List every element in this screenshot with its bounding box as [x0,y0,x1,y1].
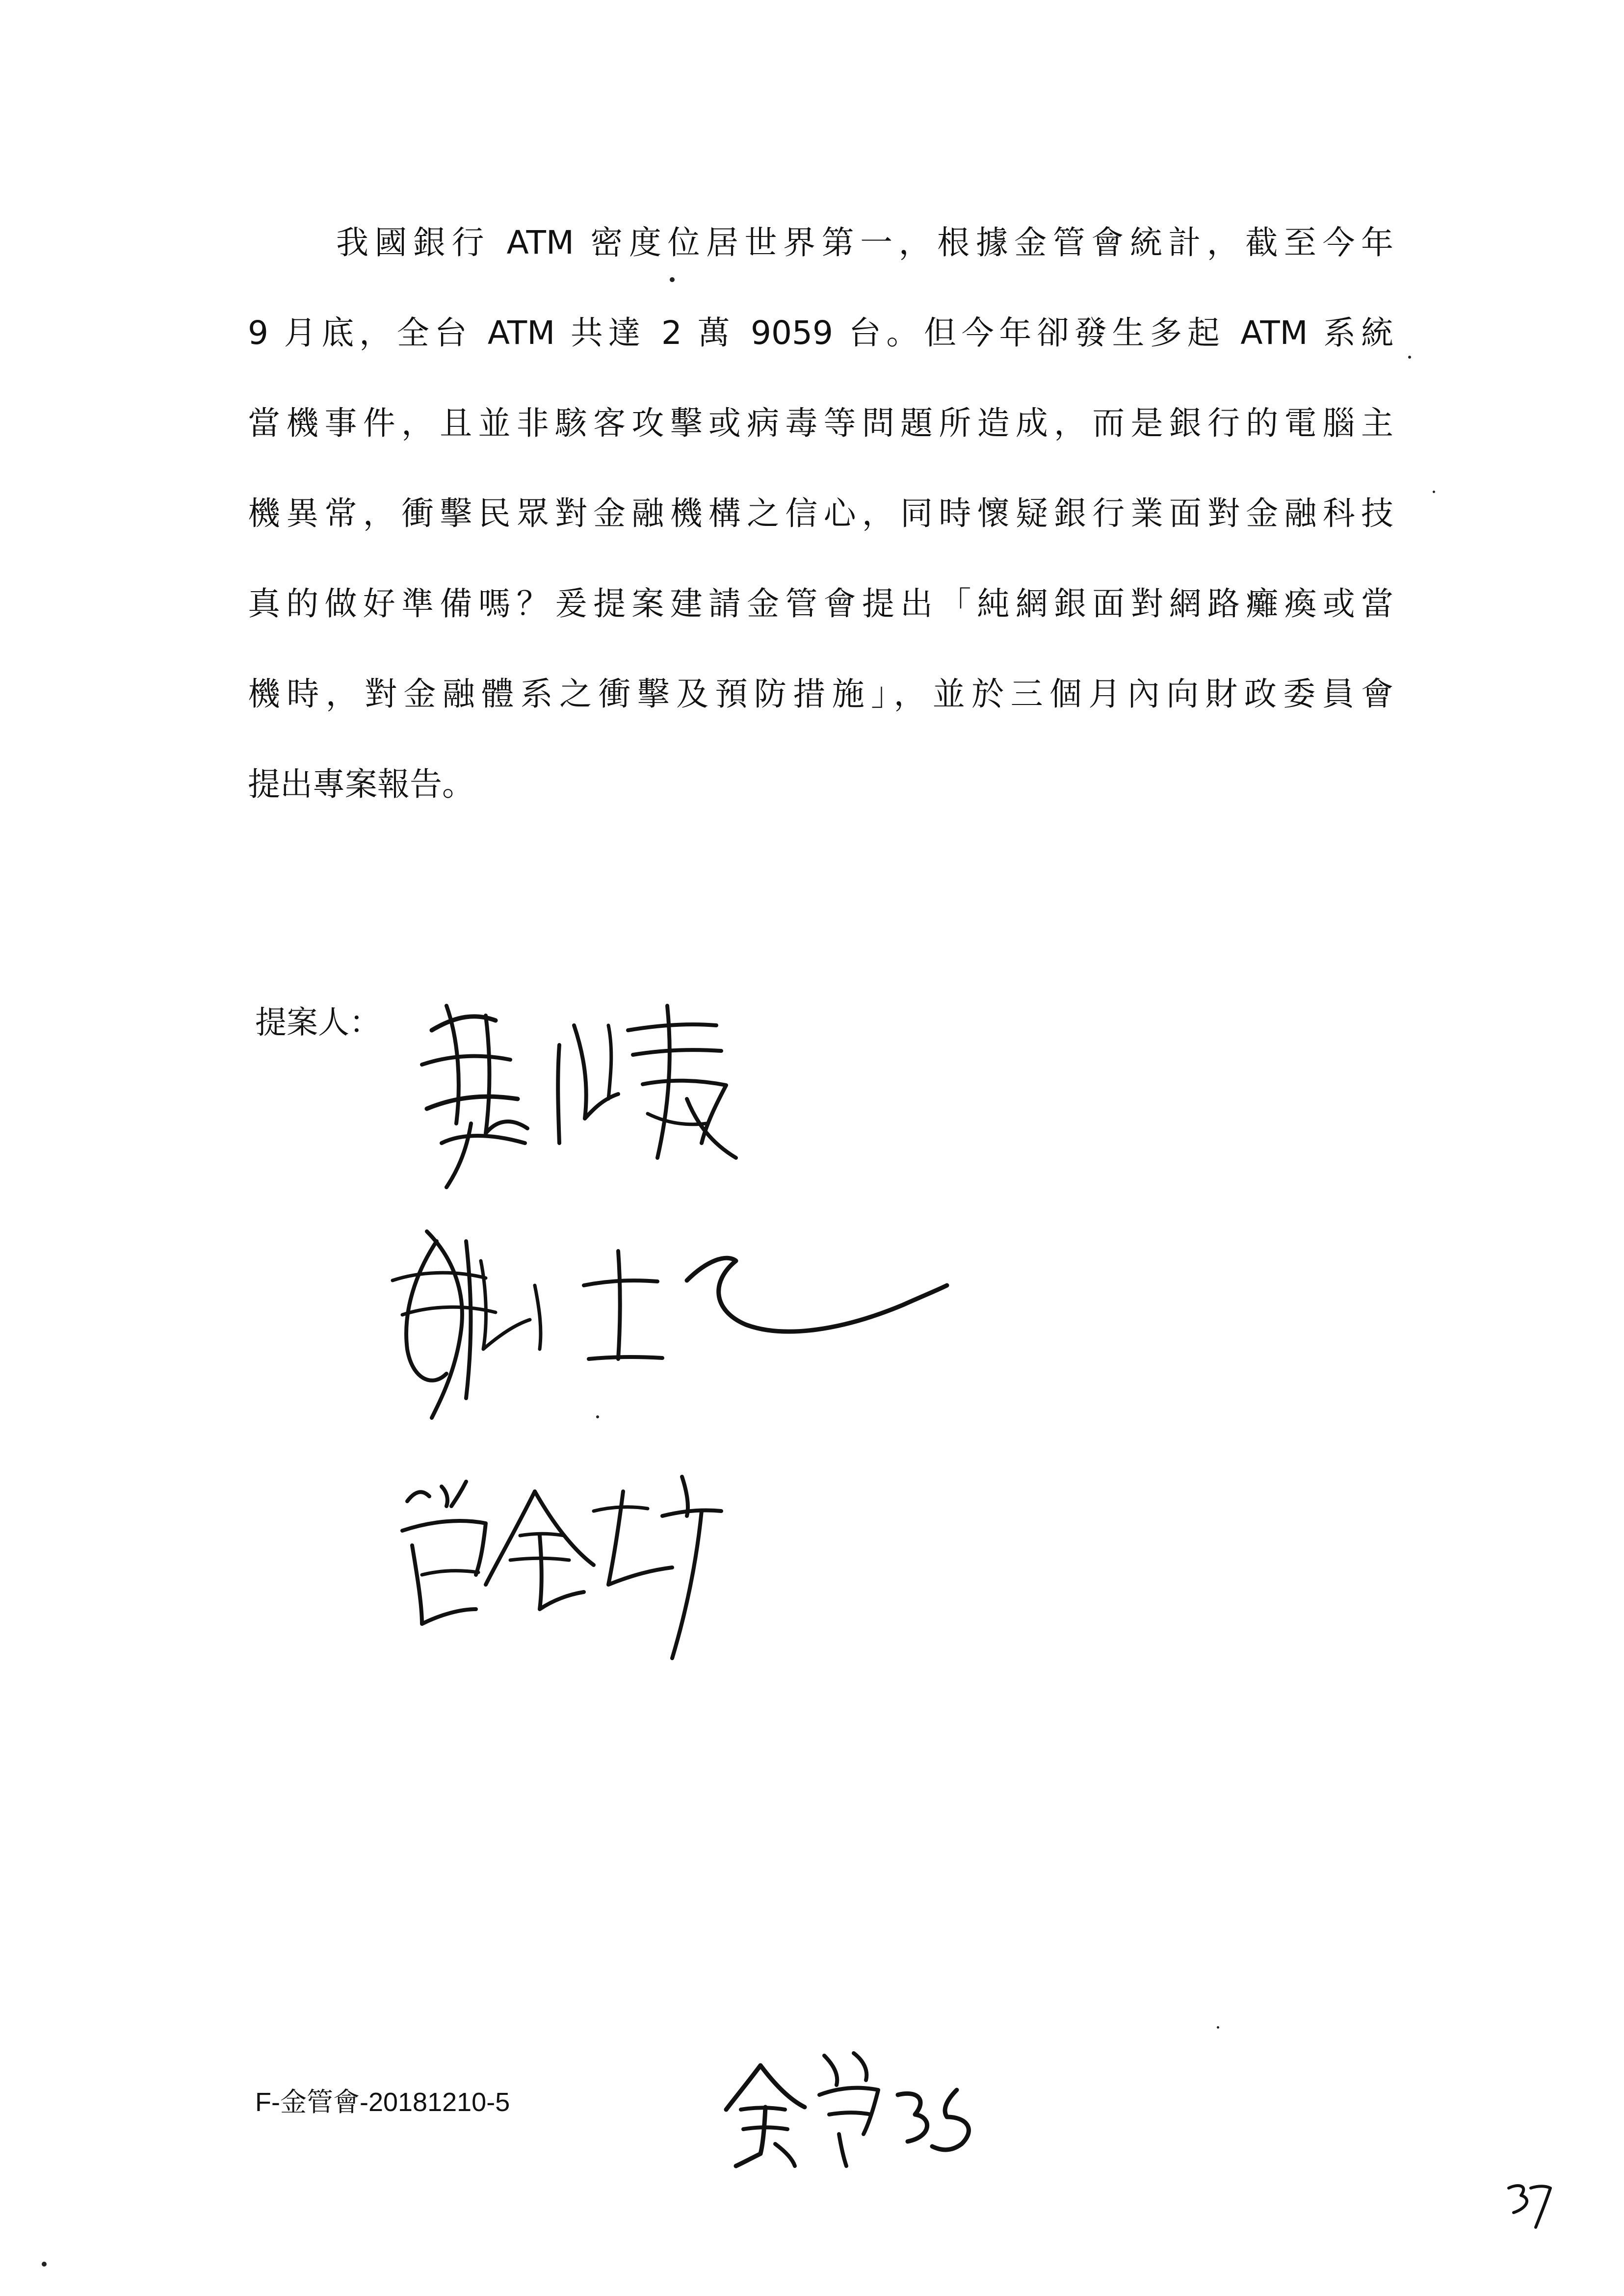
body-line-5: 真的做好準備嗎？爰提案建請金管會提出「純網銀面對網路癱瘓或當 [248,585,1393,623]
proposer-label: 提案人： [255,1005,381,1041]
body-line-6: 機時，對金融體系之衝擊及預防措施」，並於三個月內向財政委員會 [248,675,1393,713]
proposal-body [248,211,1393,843]
body-line-4: 機異常，衝擊民眾對金融機構之信心，同時懷疑銀行業面對金融科技 [248,495,1393,532]
page-number-handwritten [1501,2178,1560,2232]
scan-speck [670,277,675,282]
scan-speck [1433,491,1435,493]
body-line-2: 9 月底，全台 ATM 共達 2 萬 9059 台。但今年卻發生多起 ATM 系統 [248,314,1393,352]
handwritten-mark [721,2046,996,2173]
signature-2 [373,1212,962,1447]
signature-1 [412,996,805,1212]
footer-code: F-金管會-20181210-5 [255,2087,510,2117]
body-line-3: 當機事件，且並非駭客攻擊或病毒等問題所造成，而是銀行的電腦主 [248,404,1393,442]
scan-speck [1217,2026,1219,2029]
body-line-1: 我國銀行 ATM 密度位居世界第一，根據金管會統計，截至今年 [336,224,1393,261]
scan-speck [42,2262,47,2267]
signature-3 [388,1462,810,1668]
scan-speck [1408,356,1411,359]
body-line-7: 提出專案報告。 [248,765,474,803]
scan-speck [596,1415,599,1418]
